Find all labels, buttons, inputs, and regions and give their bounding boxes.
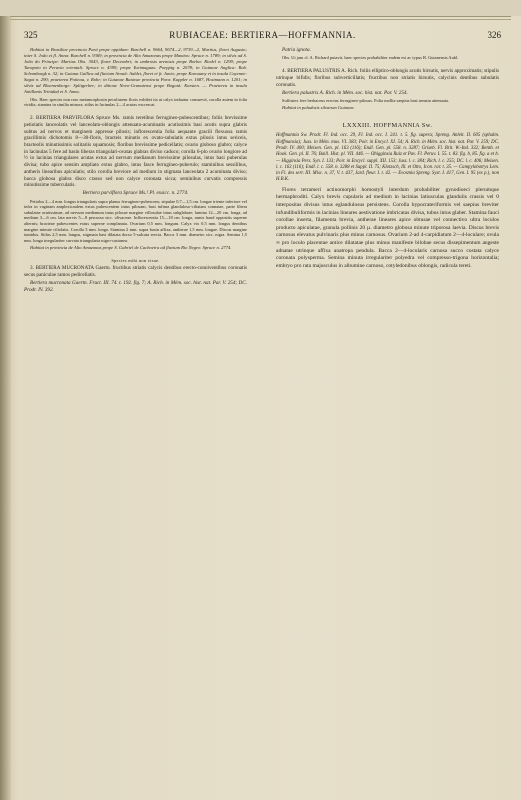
left-column: [24, 47, 247, 792]
paragraph: Bertiera palustris A. Rich. in Mém. soc. hist. nat. Par. V. 254.: [282, 89, 408, 96]
paragraph: 2. BERTIERA PARVIFLORA Spruce Ms. ramis teretibus ferrugineo-pubescentibus; foliis brevissime petiolatis lanceolatis vel lanceolato-oblongis attenuato-acuminatis acutissimis basi acutis supra glabris subtus ad nervos et marginem appresse pilosis; inflorescentia folia aequante gracili flexuosa ramis gracillimis dichotomis 8—30-floris, bracteis minutis ex ovato-subulatis extus pilosis intus sericeis, bracteolis minutissimis solitariis squamosis; floribus brevissime pedicellatis; ovario globoso glabro; calyce in lacinulas 5 fere ad basin liberas triangulari-ovatas glabras diviso caduco; corolla 6-plo ovario longiore ad ½ in lacinias triangulares acutas extus ad nervum medianum brevissime pilosulas, intus basi puberulas divisa; tubo apice sensim ampliato extus glabro, intus fasce ferrugineo-puberulo; staminibus sessilibus, antheris linearibus apiculatis; stilo corolla breviore ad medium in stigmata lanceolata 2 acuminata diviso; bacca globosa glabra disco crasso sed non calyce coronata sicca; seminibus curvatis compressis minutissime tuberculatis.: [24, 115, 247, 189]
right-column-upper: [276, 47, 499, 111]
paragraph: 3. BERTIERA MUCRONATA Gaertn. fructibus striatis calycis dentibus erecto-conniventibus coronatis secus paniculae ramos pedicellatis.: [24, 265, 247, 279]
running-header: [24, 30, 501, 42]
book-spine-shadow: [0, 0, 11, 800]
top-rule: [10, 16, 511, 17]
paragraph: Obs. Ut jam cl. A. Richard putavit, haec species probabiliter eadem est ac typus B. Guianensis Aubl.: [282, 55, 459, 61]
page-number-left: 325: [24, 30, 38, 40]
genus-synonymy: Hoffmannia Sw. Prodr. Fl. Ind. occ. 29, Fl. Ind. occ. I. 241. t. 5. fig. supera; Spreng. Anleit. II. 605 (sphalm. Hoffmansia); Juss. in Mém. mus. VI. 383; Poir. in Encycl. XI. 54; A. Rich. in Mém. soc. hist. nat. Par. V. 259; DC. Prodr. IV. 400; Meisen. Gen. pl. 163 (116); Endl. Gen. pl. 558. n. 3287; Griseb. Fl. Brit. W.-Ind. 332; Benth. et Hook. Gen. pl. II. 76; Baill. Hist. pl. VII. 446. — Ohigginsia Ruiz et Pav. Fl. Peruv. I. 55. t. 83. fig. b, 85. fig. a et b. — Higginsia Pers. Syn. I. 133; Poir. in Encycl. suppl. XII. 153; Juss. l. c. 384; Rich. l. c. 255; DC. l. c. 406; Meisen. l. c. 163 (116); Endl. l. c. 558. n. 3288 et Suppl. II. 75; Klotzsch, Ill. et Otto, Icon. rar. t. 35. — Campylobotrys Lem. in Fl. des serr. III. Misc. n. 37, V. t. 437, Jard. fleur. I. t. 42. — Evosmia Spreng. Syst. I. 417, Gen. I. 95 (ex p.), non H.B.K.: [276, 133, 499, 183]
paragraph: Patria ignota.: [282, 47, 311, 53]
paragraph: Habitat in provincia de Alto Amazonas prope S. Gabriel de Cachoeira ad fluvium Rio Negro: Spruce n. 2774.: [30, 244, 232, 250]
spacer: [276, 113, 499, 119]
paragraph: Bertiera mucronata Gaertn. Fruct. III. 74. t. 192. fig. 7; A. Rich. in Mém. soc. hist. nat. Par. V. 254; DC. Prodr. IV. 392.: [24, 280, 247, 294]
running-title: RUBIACEAE: BERTIERA—HOFFMANNIA.: [169, 30, 356, 40]
paragraph: Bertiera parviflora Spruce Ms.! Pl. exsicc. n. 2774.: [82, 190, 189, 197]
paragraph: Species mihi non visae.: [111, 258, 160, 264]
page-number-right: 326: [487, 30, 501, 40]
paragraph: Habitat in paludosis silvarum Guianae.: [282, 105, 355, 111]
genus-heading: LXXXIII. HOFFMANNIA Sw.: [342, 121, 433, 129]
top-margin: [0, 0, 521, 16]
genus-description: Flores tetrameri actinomorphi homostyli interdum probabiliter gynodioeci plerumque hermaphroditi. Calyx brevis cupularis ad medium in lacinias latiusculas glandulis crassis vel 0 interpositas divisus intus eglandulosus persistens. Corolla hypocrateriformis vel saepius breviter infundibuliformis in lacinias lineares aestivatione imbricatas divisa, tubus intus glaber. Stamina fauci corollae inserta, filamenta brevia, antherae lineares apice obtusae vel connectivo ultra loculos producto apiculatae, granula pollinis 20 µ. diametro globosa minute triporosa laevia. Discus brevis carnosus elevatus pulvinaris plus minus carnosus. Ovarium 2-ad 4-carpidiatum 2—4-loculare; ovula ∞ pro loculo placentae antice dilatatae plus minus manifeste bilobae secus dissepimentum angeste adnatae utrinque affixa anatropa pendula. Bacca 2—4-locularis carnosa succo costata calyce coronata polysperma. Semina minuta irregulariter polyedra vel compresso-trigona horizontalia; embryo pro rata majusculus in albumine carnoso, cotyledonibus oblongis, radicula tereti.: [276, 186, 499, 269]
paragraph: Habitat in Brasiliae provincia Pará prope oppidum: Burchell n. 9664, 9674—2, 9739—2, Martius, floret Augusto; inter S. João et fl. Anna: Burchell n. 9369; in provincia de Alto Amazonas prope Manáos: Spruce n. 1789; in silvis ad S. João do Principe: Martius Obs. 3043, floret Decembri; in umbrosis arenosis prope Borba: Riedel n. 1299; prope Tarapoto in Peruvia orientali: Spruce n. 4399; prope Yurimaguas: Poeppig n. 2078; in Guianae Anglica: Rob. Schomburgk n. 32; in Guiana Gallica ad fluvium Arouâ: Aublet, floret et fr. Junio; prope Karouany et in insula Cayenne: Sagot n. 290; praeterea Poiteau, v. Rohr; in Guianae Batavae provincia Para: Kappler n. 1687, Hostmann n. 1201; in silvis ad Bloemenberge: Splitgerber; in ditione Novo-Granatensi prope Bogotá: Karsten. — Praeterea in insula Antillanis Trinidad et S. Anna.: [24, 47, 247, 94]
right-column: [276, 47, 499, 792]
paragraph: 4. BERTIERA PALUSTRIS A. Rich. foliis elliptico-oblongis acutis hirsutis, nervis approximatis; stipulis utrinque bifidis; floribus subverticillatis; fructibus non striatis hirsutis, calycinis dentibus subulatis coronatis.: [276, 68, 499, 88]
paragraph: Petiolus 2—4 mm. longus triangularis supra planus ferrugineo-pubescens; stipulae 0,7—1,5 cm. longae triente inferiore vel infra in vaginam amplexicaulem extus pubescentem intus pilosam, basi infima glanduloso-ciliatam connatae, parte libera subulatae acutissimae, ad nervum medianum intus pilosae margine villosulae intus subglabrae; lamina 12—20 cm. longa, ad medium 3—6 cm. lata nervis 5—8 percursa sicc. olivaceae. Inflorescentia 15—18 cm. longa, ramis haud oppositis superne alternis; bracteae pubescentes extus superne complanata. Ovarium 0,5 mm. longum. Calyx vix 0,5 mm. longus dentibus margine minute ciliolatis. Corolla 3 mm. longa. Stamina 2 mm. supra basin affixa, antherae 1,5 mm. longae. Discus margine tumidus. Stilus 2,5 mm. longus, stigmata basi dilatata dorso 5-sulcata erecta. Bacca 3 mm. diametro sicc. nigra. Semina 1,5 mm. longa irregulariter curvata triangularia nigro-castanea.: [24, 198, 247, 243]
paragraph: Suffrutex fere herbaceus erectus ferrugineo-pilosus. Folia mollia saepius basi sensim attenuata.: [282, 98, 449, 104]
top-rule-secondary: [10, 19, 511, 20]
paragraph: Obs. Haec species non raro metamorphosin peculiarem floris exhibet ita ut calyx induatur consuevit, corolla autem in folia viridia, stamina in similia minora, stilus in lacinulas 2—4 acutas excrescat.: [24, 96, 247, 108]
